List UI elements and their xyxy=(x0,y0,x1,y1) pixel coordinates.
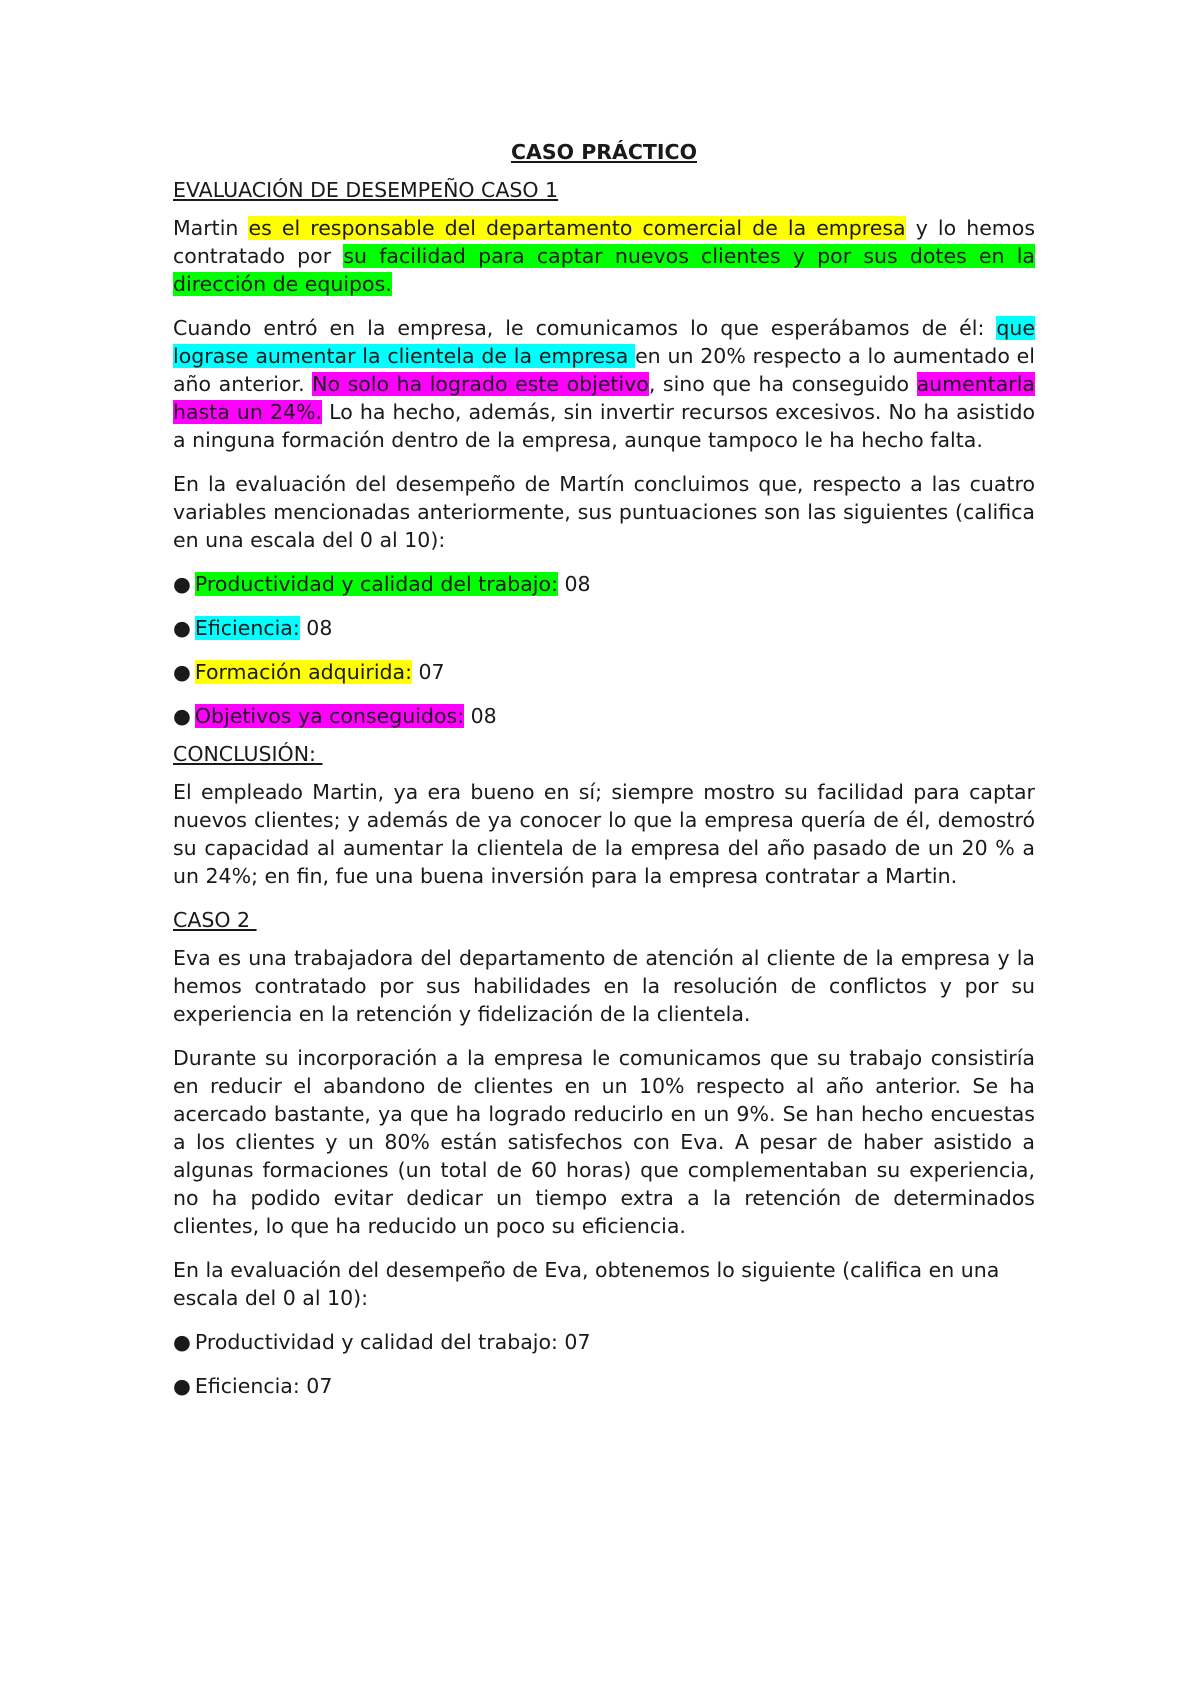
conclusion-heading: CONCLUSIÓN: xyxy=(173,742,323,766)
highlighted-text: es el responsable del departamento comercial de la empresa xyxy=(248,216,906,240)
text-segment: y lo hemos contratado por xyxy=(173,216,1035,268)
bullet-icon: ● xyxy=(173,704,191,728)
case2-paragraph-3: En la evaluación del desempeño de Eva, obtenemos lo siguiente (califica en una escala del 0 al 10): xyxy=(173,1258,1000,1310)
case1-paragraph-1 xyxy=(173,214,1035,298)
case1-paragraph-3: En la evaluación del desempeño de Martín concluimos que, respecto a las cuatro variables mencionadas anteriormente, sus puntuaciones son las siguientes (califica en una escala del 0 al 10): xyxy=(173,472,1035,552)
text-segment: Martin xyxy=(173,216,249,240)
bullet-label: Productividad y calidad del trabajo: xyxy=(194,572,558,596)
case1-paragraph-2 xyxy=(173,314,1035,454)
conclusion-paragraph: El empleado Martin, ya era bueno en sí; siempre mostro su facilidad para captar nuevos clientes; y además de ya conocer lo que la empresa quería de él, demostró su capacidad al aumentar la clientela de la empresa del año pasado de un 20 % a un 24%; en fin, fue una buena inversión para la empresa contratar a Martin. xyxy=(173,780,1035,888)
bullet-text: Productividad y calidad del trabajo: 07 xyxy=(194,1330,591,1354)
highlighted-text: No solo ha logrado este objetivo xyxy=(312,372,649,396)
highlighted-text: que lograse aumentar la clientela de la empresa xyxy=(173,316,1035,368)
bullet-value: 08 xyxy=(299,616,333,640)
text-segment: Lo ha hecho, además, sin invertir recursos excesivos. No ha asistido a ninguna formación dentro de la empresa, aunque tampoco le ha hecho falta. xyxy=(173,400,1035,452)
case1-bullet-formacion xyxy=(173,658,1035,686)
bullet-value: 08 xyxy=(464,704,497,728)
case1-bullet-eficiencia xyxy=(173,614,1035,642)
case2-heading: CASO 2 xyxy=(173,908,257,932)
document-title: CASO PRÁCTICO xyxy=(510,140,698,164)
case2-bullet-productividad xyxy=(173,1328,1035,1356)
bullet-label: Objetivos ya conseguidos: xyxy=(194,704,465,728)
text-segment: , sino que ha conseguido xyxy=(648,372,917,396)
text-segment: Cuando entró en la empresa, le comunicamos lo que esperábamos de él: xyxy=(173,316,997,340)
case2-bullet-eficiencia xyxy=(173,1372,1035,1400)
bullet-icon: ● xyxy=(173,660,191,684)
bullet-icon: ● xyxy=(173,1330,191,1354)
bullet-label: Eficiencia: xyxy=(194,616,300,640)
bullet-label: Formación adquirida: xyxy=(194,660,412,684)
case2-paragraph-2: Durante su incorporación a la empresa le comunicamos que su trabajo consistiría en reducir el abandono de clientes en un 10% respecto al año anterior. Se ha acercado bastante, ya que ha logrado reducirlo en un 9%. Se han hecho encuestas a los clientes y un 80% están satisfechos con Eva. A pesar de haber asistido a algunas formaciones (un total de 60 horas) que complementaban su experiencia, no ha podido evitar dedicar un tiempo extra a la retención de determinados clientes, lo que ha reducido un poco su eficiencia. xyxy=(173,1046,1035,1238)
bullet-value: 08 xyxy=(557,572,591,596)
case1-heading: EVALUACIÓN DE DESEMPEÑO CASO 1 xyxy=(173,178,559,202)
highlighted-text: su facilidad para captar nuevos clientes y por sus dotes en la dirección de equipos. xyxy=(173,244,1035,296)
bullet-icon: ● xyxy=(173,572,191,596)
bullet-icon: ● xyxy=(173,616,191,640)
highlighted-text: aumentarla hasta un 24%. xyxy=(173,372,1035,424)
case1-bullet-objetivos xyxy=(173,702,1035,730)
document-page xyxy=(173,138,1035,1416)
case1-bullet-productividad xyxy=(173,570,1035,598)
bullet-value: 07 xyxy=(412,660,445,684)
bullet-icon: ● xyxy=(173,1374,191,1398)
text-segment: en un 20% respecto a lo aumentado el año anterior. xyxy=(173,344,1035,396)
case2-paragraph-1: Eva es una trabajadora del departamento de atención al cliente de la empresa y la hemos contratado por sus habilidades en la resolución de conflictos y por su experiencia en la retención y fidelización de la clientela. xyxy=(173,946,1035,1026)
bullet-text: Eficiencia: 07 xyxy=(194,1374,333,1398)
